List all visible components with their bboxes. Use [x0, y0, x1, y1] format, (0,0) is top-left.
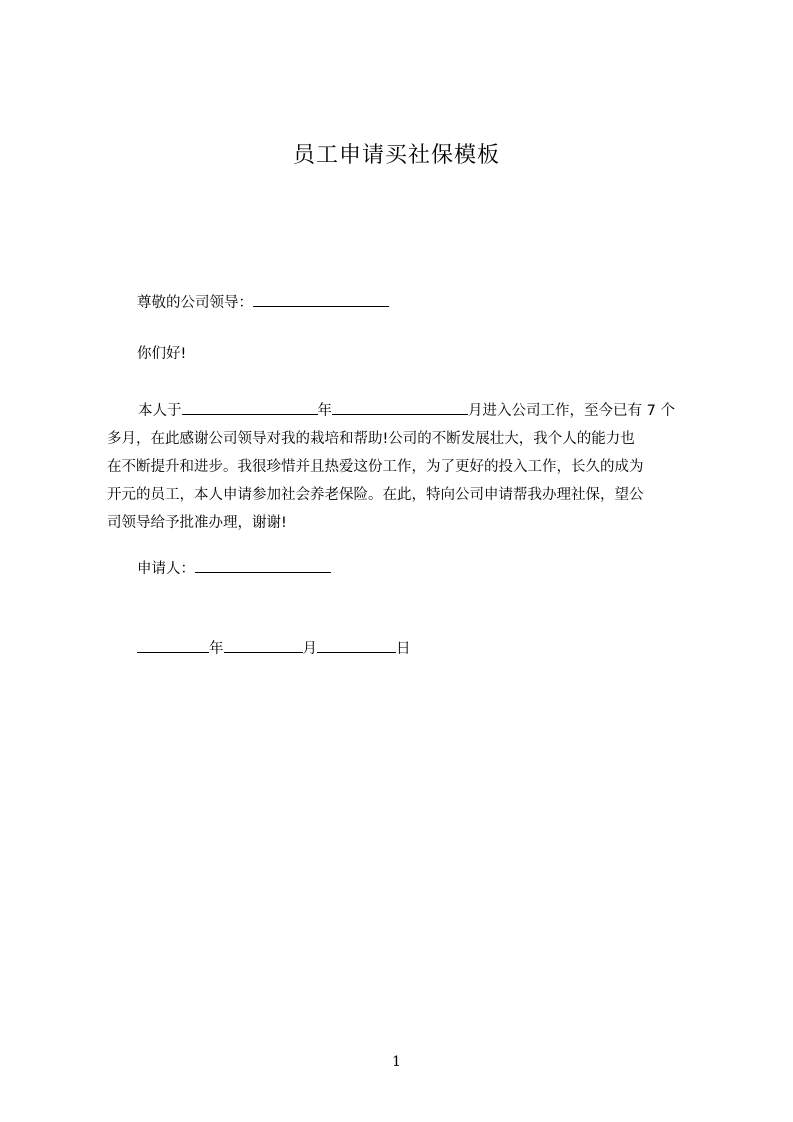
document-title: 员工申请买社保模板 — [292, 143, 500, 168]
date-year-label: 年 — [209, 641, 224, 657]
applicant-label: 申请人： — [137, 561, 195, 577]
month-blank — [332, 399, 468, 415]
body-prefix: 本人于 — [138, 403, 182, 419]
date-line — [137, 637, 411, 659]
date-month-blank — [224, 637, 303, 653]
date-day-blank — [317, 637, 396, 653]
year-blank — [182, 399, 318, 415]
date-month-label: 月 — [302, 641, 317, 657]
salutation-line — [137, 291, 389, 313]
body-year-label: 年 — [317, 403, 332, 419]
body-line-2: 多月，在此感谢公司领导对我的栽培和帮助!公司的不断发展壮大，我个人的能力也 — [107, 431, 635, 447]
salutation-text: 尊敬的公司领导： — [137, 295, 253, 311]
date-year-blank — [137, 637, 209, 653]
body-line-4: 开元的员工，本人申请参加社会养老保险。在此，特向公司申请帮我办理社保，望公 — [107, 487, 644, 503]
body-line-3: 在不断提升和进步。我很珍惜并且热爱这份工作，为了更好的投入工作，长久的成为 — [107, 459, 644, 475]
body-month-label: 月进入公司工作，至今已有 7 个 — [468, 403, 675, 419]
body-line-5: 司领导给予批准办理，谢谢! — [107, 515, 287, 531]
recipient-blank — [253, 291, 389, 307]
applicant-blank — [195, 557, 331, 573]
body-line-1 — [107, 397, 699, 425]
greeting-text: 你们好! — [137, 346, 187, 362]
body-paragraph — [107, 397, 699, 537]
date-day-label: 日 — [396, 641, 411, 657]
page-number: 1 — [392, 1054, 401, 1070]
applicant-line — [137, 557, 331, 579]
